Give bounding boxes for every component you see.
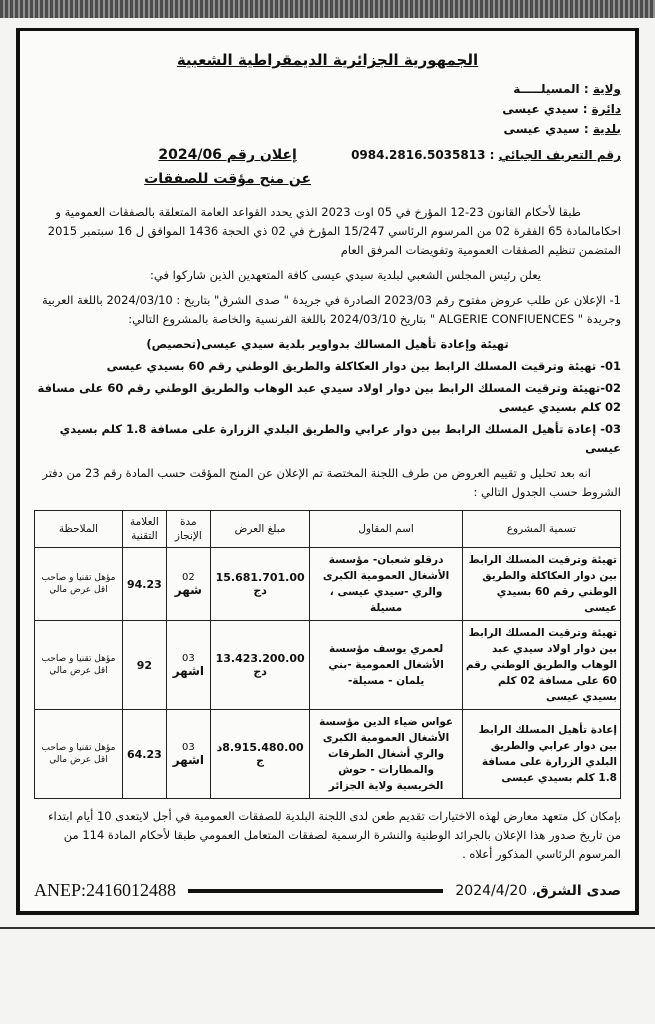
cell-contractor: درقلو شعبان- مؤسسة الأشغال العمومية الكبرى والري -سيدي عيسى ، مسيلة <box>310 548 462 621</box>
duration-number: 03 <box>181 652 195 664</box>
cell-note: مؤهل تقنيا و صاحب اقل عرض مالي <box>35 710 123 799</box>
th-note: الملاحظة <box>35 511 123 548</box>
cell-amount: 15.681.701.00دج <box>210 548 310 621</box>
cell-project: تهيئة وترقيت المسلك الرابط بين دوار العكاكلة والطريق الوطني رقم 60 بسيدي عيسى <box>462 548 620 621</box>
table-header <box>35 511 621 548</box>
th-project: تسمية المشروع <box>462 511 620 548</box>
duration-unit: اشهر <box>172 663 204 678</box>
announcement-block <box>144 143 311 191</box>
cell-contractor: عواس ضياء الدين مؤسسة الأشغال العمومية الكبرى والري أشغال الطرقات والمطارات - حوش الخريسية ولاية الجزائر <box>310 710 462 799</box>
signature-row <box>34 880 621 901</box>
duration-number: 03 <box>181 741 195 753</box>
th-amount: مبلغ العرض <box>210 511 310 548</box>
table-row <box>35 710 621 799</box>
scan-edge <box>0 0 655 18</box>
legal-basis: طبقا لأحكام القانون 23-12 المؤرخ في 05 اوت 2023 الذي يحدد القواعد العامة المتعلقة بالصفقات العمومية و احكامالمادة 65 الفقرة 02 من المرسوم الرئاسي 15/247 المؤرخ في 02 ذي الحجة 1436 الموافق ل 16 سبتمبر 2015 المتضمن تنظيم الصفقات العمومية وتفويضات المرفق العام <box>47 205 621 257</box>
wilaya-label: ولاية <box>592 82 621 96</box>
commune-value: سيدي عيسى <box>503 122 580 136</box>
newspaper-name: صدى الشرق <box>536 882 621 899</box>
cell-duration <box>166 621 210 710</box>
cell-amount: 8.915.480.00دج <box>210 710 310 799</box>
th-duration: مدة الإنجاز <box>166 511 210 548</box>
cell-score: 64.23 <box>122 710 166 799</box>
announcement-number: إعلان رقم 2024/06 <box>158 147 297 163</box>
cell-duration <box>166 710 210 799</box>
duration-unit: اشهر <box>172 752 204 767</box>
lot-3: 03- إعادة تأهيل المسلك الرابط بين دوار عرابي والطريق البلدي الزرارة على مسافة 1.8 كلم بسيدي عيسى <box>59 422 621 455</box>
announcement-frame <box>16 28 639 915</box>
project-title: تهيئة وإعادة تأهيل المسالك بدواوير بلدية سيدي عيسى(تحصيص) <box>146 337 509 351</box>
wilaya-value: المسيلـــــة <box>513 82 580 96</box>
cell-project: إعادة تأهيل المسلك الرابط بين دوار عرابي والطريق البلدي الزرارة على مسافة 1.8 كلم بسيدي عيسى <box>462 710 620 799</box>
cell-project: تهيئة وترقيت المسلك الرابط بين دوار اولاد سيدي عبد الوهاب والطريق الوطني رقم 60 على مسافة 02 كلم بسيدي عيسى <box>462 621 620 710</box>
commune-line: بلدية : سيدي عيسى <box>503 122 621 136</box>
table-row <box>35 548 621 621</box>
cell-duration <box>166 548 210 621</box>
duration-number: 02 <box>181 571 195 583</box>
th-contractor: اسم المقاول <box>310 511 462 548</box>
duration-unit: شهر <box>174 582 202 597</box>
th-score: العلامة التقنية <box>122 511 166 548</box>
tax-id-line: رقم التعريف الجبائي : 0984.2816.5035813 <box>351 148 621 162</box>
cell-contractor: لعمري يوسف مؤسسة الأشغال العمومية -بني يلمان - مسيلة- <box>310 621 462 710</box>
tax-id-value: 0984.2816.5035813 <box>351 148 486 162</box>
newspaper-date: صدى الشرق، 2024/4/20 <box>455 882 621 899</box>
appeal-notice: بإمكان كل متعهد معارض لهذه الاختيارات تقديم طعن لدى اللجنة البلدية للصفقات العمومية في أجل لايتعدى 10 أيام ابتداء من تاريخ صدور هذا الإعلان بالجرائد الوطنية والنشرة الرسمية لصفقات المتعامل العمومي طبقا لأحكام المادة 114 من المرسوم الرئاسي المذكور أعلاه . <box>48 809 621 861</box>
republic-title: الجمهورية الجزائرية الديمقراطية الشعبية <box>176 51 479 69</box>
daira-label: دائرة <box>591 102 621 116</box>
daira-line: دائرة : سيدي عيسى <box>502 102 621 116</box>
cell-note: مؤهل تقنيا و صاحب اقل عرض مالي <box>35 621 123 710</box>
commune-label: بلدية <box>592 122 621 136</box>
announcement-subject: عن منح مؤقت للصفقات <box>144 171 312 187</box>
wilaya-line: ولاية : المسيلـــــة <box>513 82 621 96</box>
evaluation-text: انه بعد تحليل و تقييم العروض من طرف اللجنة المختصة تم الإعلان عن المنح المؤقت حسب المادة رقم 23 من دفتر الشروط حسب الجدول التالي : <box>42 466 621 499</box>
daira-value: سيدي عيسى <box>502 102 579 116</box>
tax-announcement-row <box>34 143 621 191</box>
cell-amount: 13.423.200.00 دج <box>210 621 310 710</box>
cell-note: مؤهل تقنيا و صاحب اقل عرض مالي <box>35 548 123 621</box>
lot-1: 01- تهيئة وترقيت المسلك الرابط بين دوار العكاكلة والطريق الوطني رقم 60 بسيدي عيسى <box>106 359 621 373</box>
anep-number: ANEP:2416012488 <box>34 880 177 900</box>
award-table <box>34 510 621 799</box>
tender-reference: 1- الإعلان عن طلب عروض مفتوح رقم 2023/03 الصادرة في جريدة " صدى الشرق" بتاريخ : 2024/03/10 باللغة العربية وجريدة " ALGERIE CONFIUENCES " بتاريخ 2024/03/10 باللغة الفرنسية والخاصة بالمشروع التالي: <box>41 293 621 326</box>
page-edge-line <box>0 927 655 929</box>
admin-info <box>34 79 621 139</box>
intro-text: يعلن رئيس المجلس الشعبي لبلدية سيدي عيسى كافة المتعهدين الذين شاركوا في: <box>150 268 541 282</box>
cell-score: 92 <box>122 621 166 710</box>
lot-2: 02-تهيئة وترقيت المسلك الرابط بين دوار اولاد سيدي عبد الوهاب والطريق الوطني رقم 60 على مسافة 02 كلم بسيدي عيسى <box>37 381 621 414</box>
tax-id-label: رقم التعريف الجبائي <box>498 148 621 162</box>
divider-line <box>188 889 443 893</box>
publication-date: 2024/4/20 <box>455 882 528 899</box>
table-row <box>35 621 621 710</box>
cell-score: 94.23 <box>122 548 166 621</box>
